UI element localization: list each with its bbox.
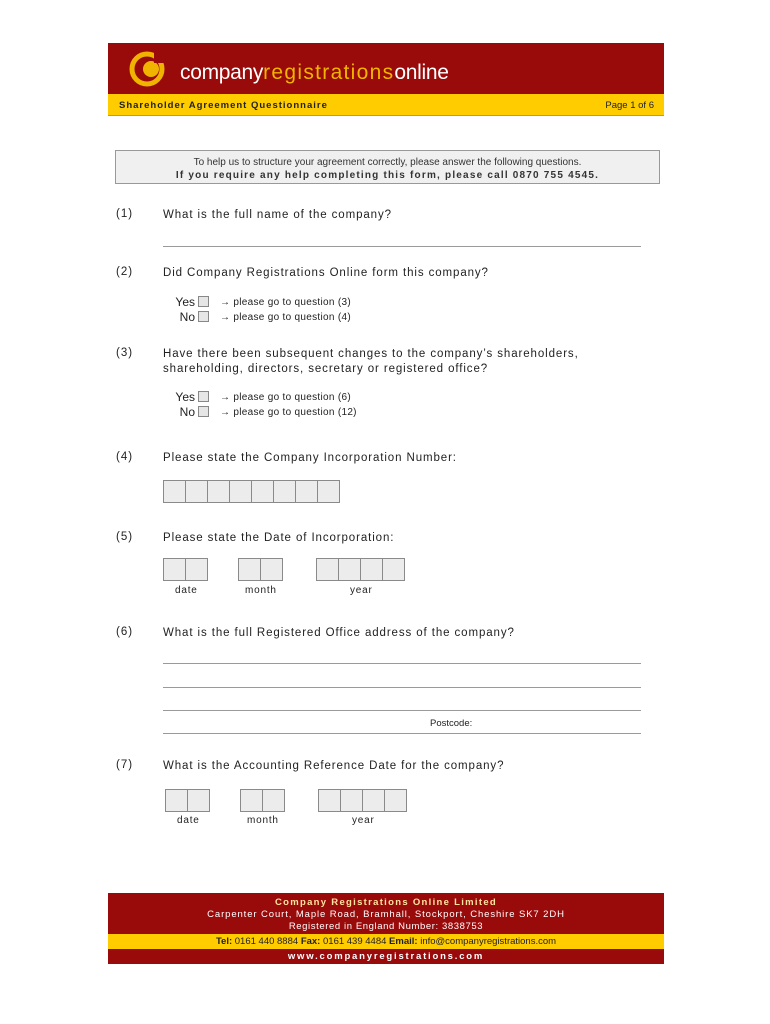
form-title: Shareholder Agreement Questionnaire [119,100,328,111]
question-number: (2) [116,266,134,278]
question-number: (1) [116,208,134,220]
address-line-2[interactable] [163,687,641,688]
no-checkbox[interactable] [198,311,209,322]
postcode-label: Postcode: [430,718,473,729]
date-label: date [175,585,198,596]
header-banner [108,43,664,94]
intro-text: To help us to structure your agreement correctly, please answer the following questions. [193,157,582,168]
year-label: year [350,585,373,596]
goto-instruction: → please go to question (3) [220,297,351,308]
address-line-3[interactable] [163,710,641,711]
month-label: month [245,585,277,596]
company-logo-icon [126,51,168,87]
question-text: What is the full Registered Office address of the company? [163,627,515,639]
footer-website-link[interactable]: www.companyregistrations.com [108,949,664,964]
footer-email-link[interactable]: info@companyregistrations.com [420,936,557,947]
intro-box [115,150,660,184]
question-text: Have there been subsequent changes to the company’s shareholders, shareholding, directors, secretary or registered office? [163,348,579,375]
question-number: (5) [116,531,134,543]
question-text: What is the Accounting Reference Date for the company? [163,760,505,772]
option-label: Yes [175,390,195,404]
footer-tel: 0161 440 8884 [234,936,299,947]
footer-company-name: Company Registrations Online Limited [274,897,498,908]
date-label: date [177,815,200,826]
option-label: Yes [175,295,195,309]
option-label: No [179,310,195,324]
question-text: Did Company Registrations Online form this company? [163,267,489,279]
yes-checkbox[interactable] [198,296,209,307]
year-label: year [352,815,375,826]
question-text: Please state the Date of Incorporation: [163,532,395,544]
incorporation-number-boxes[interactable] [163,480,339,503]
question-text: What is the full name of the company? [163,209,392,221]
page-indicator: Page 1 of 6 [605,100,654,111]
ard-year-boxes[interactable] [318,789,406,812]
incorporation-month-boxes[interactable] [238,558,282,581]
goto-instruction: → please go to question (4) [220,312,351,323]
ard-date-boxes[interactable] [165,789,209,812]
subheader-bar [108,94,664,116]
brand-name: companyregistrationsonline [180,61,449,84]
footer-fax: 0161 439 4484 [323,936,387,947]
footer-contact-bar: Tel: 0161 440 8884 Fax: 0161 439 4484 Email: info@companyregistrations.com [108,934,664,949]
question-number: (4) [116,451,134,463]
footer-company-info [108,893,664,934]
footer-registration: Registered in England Number: 3838753 [288,921,484,932]
ard-month-boxes[interactable] [240,789,284,812]
goto-instruction: → please go to question (12) [220,407,357,418]
footer-address: Carpenter Court, Maple Road, Bramhall, Stockport, Cheshire SK7 2DH [207,909,565,920]
yes-checkbox[interactable] [198,391,209,402]
month-label: month [247,815,279,826]
company-name-line[interactable] [163,246,641,247]
question-number: (7) [116,759,134,771]
no-checkbox[interactable] [198,406,209,417]
help-text: If you require any help completing this form, please call 0870 755 4545. [175,170,600,181]
option-label: No [179,405,195,419]
question-text: Please state the Company Incorporation Number: [163,452,457,464]
incorporation-year-boxes[interactable] [316,558,404,581]
question-number: (3) [116,347,134,359]
goto-instruction: → please go to question (6) [220,392,351,403]
postcode-line[interactable] [163,733,641,734]
incorporation-date-boxes[interactable] [163,558,207,581]
question-number: (6) [116,626,134,638]
address-line-1[interactable] [163,663,641,664]
